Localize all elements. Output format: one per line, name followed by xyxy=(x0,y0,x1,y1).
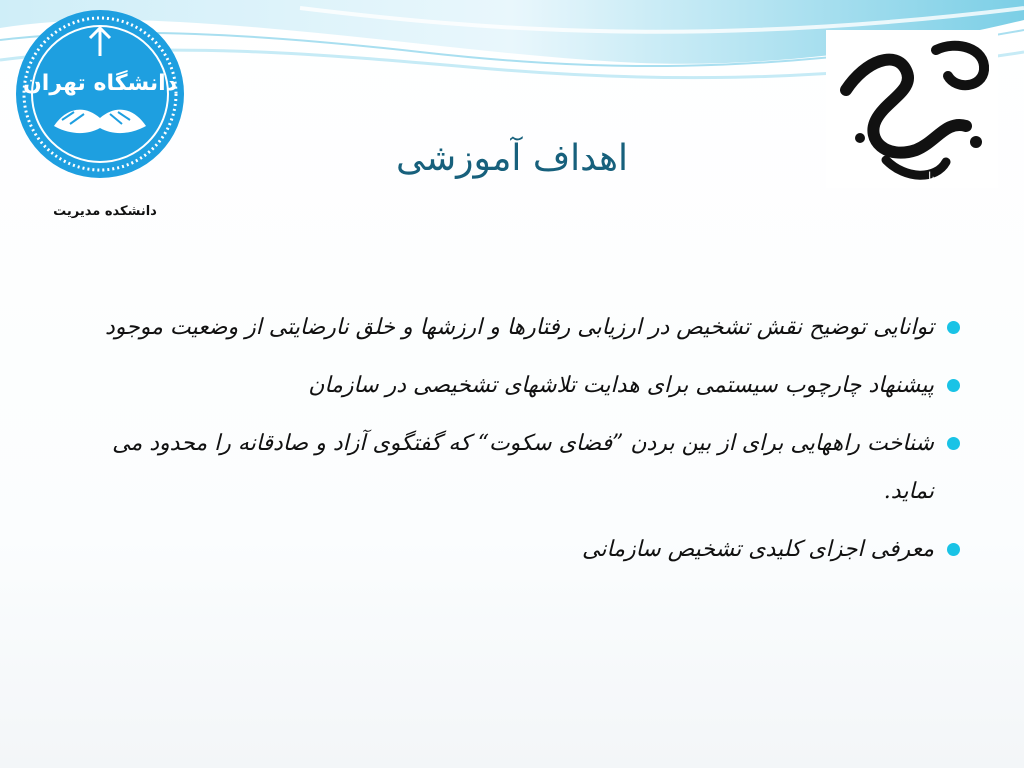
brand-calligraphy-logo-icon xyxy=(826,30,998,188)
list-item-text: پیشنهاد چارچوب سیستمی برای هدایت تلاشهای تشخیصی در سازمان xyxy=(308,373,934,398)
page-title: اهداف آموزشی xyxy=(395,138,629,179)
bullet-dot-icon xyxy=(947,321,960,334)
bullet-dot-icon xyxy=(947,379,960,392)
brand-logo-text: مهر پویا xyxy=(928,170,964,183)
list-item-text: شناخت راههایی برای از بین بردن ”فضای سکوت“ که گفتگوی آزاد و صادقانه را محدود می نماید. xyxy=(112,431,934,504)
university-seal-icon xyxy=(14,8,186,180)
list-item xyxy=(60,420,962,516)
bullet-dot-icon xyxy=(947,437,960,450)
objectives-list xyxy=(60,304,962,584)
university-logo-text: دانشگاه تهران xyxy=(23,71,177,96)
list-item-text: معرفی اجزای کلیدی تشخیص سازمانی xyxy=(582,537,934,562)
list-item xyxy=(60,526,962,574)
list-item xyxy=(60,362,962,410)
faculty-caption: دانشکده مدیریت xyxy=(53,204,157,219)
list-item-text: توانایی توضیح نقش تشخیص در ارزیابی رفتارها و ارزشها و خلق نارضایتی از وضعیت موجود xyxy=(105,315,934,340)
bullet-dot-icon xyxy=(947,543,960,556)
list-item xyxy=(60,304,962,352)
